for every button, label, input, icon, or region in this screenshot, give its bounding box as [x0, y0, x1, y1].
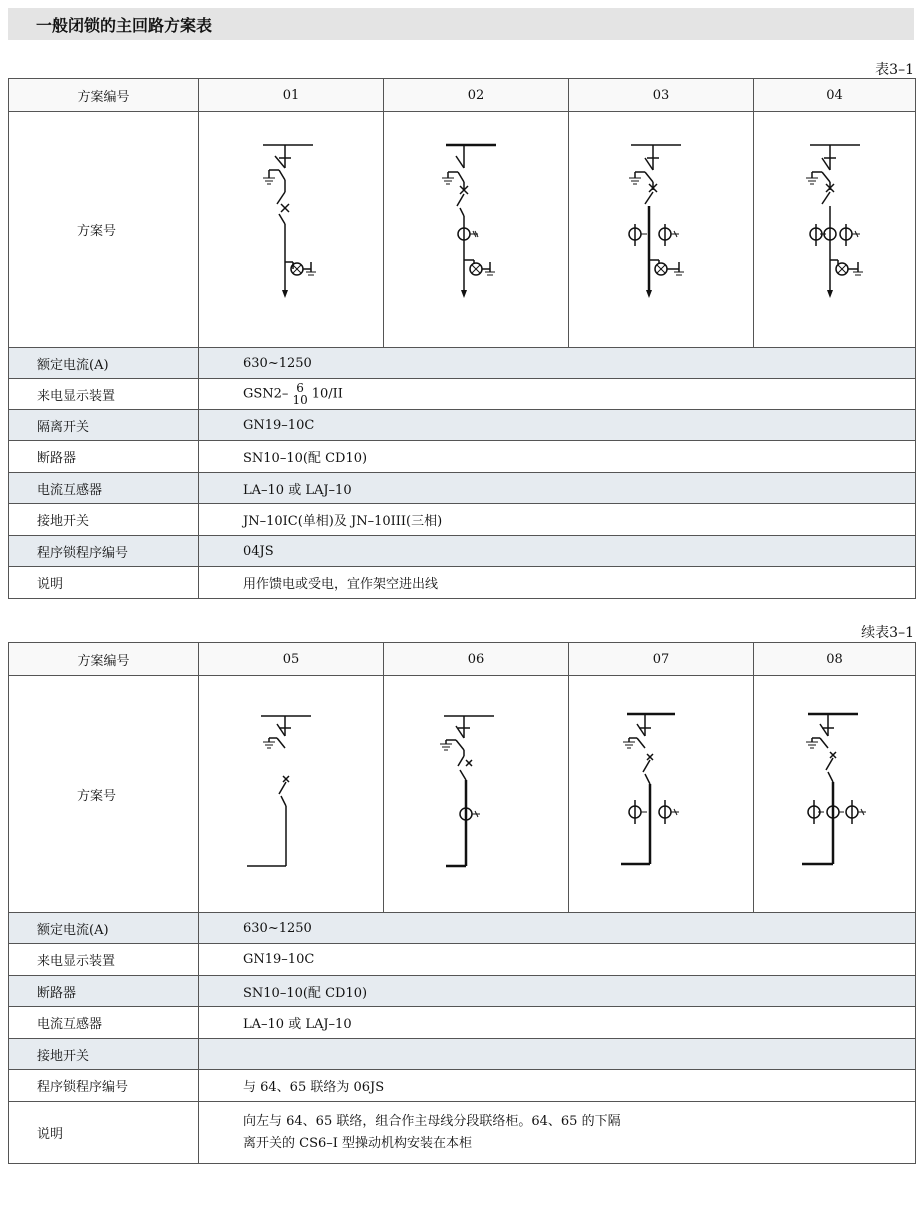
table-row: [9, 504, 916, 536]
scheme-number: 04: [754, 79, 916, 112]
row-label: 来电显示装置: [9, 379, 199, 410]
circuit-diagram-04: [754, 112, 916, 348]
row-value: 用作馈电或受电，宜作架空进出线: [199, 567, 916, 599]
scheme-number: 05: [199, 643, 384, 676]
row-label: 程序锁程序编号: [9, 1070, 199, 1102]
row-label: 来电显示装置: [9, 944, 199, 976]
page-title: 一般闭锁的主回路方案表: [36, 16, 213, 35]
row-label: 说明: [9, 567, 199, 599]
scheme-table-1: [8, 78, 916, 599]
row-value: LA–10 或 LAJ–10: [199, 1007, 916, 1039]
circuit-diagram-03: [569, 112, 754, 348]
circuit-diagram-05: [199, 676, 384, 913]
circuit-diagram-08: [754, 676, 916, 913]
circuit-diagram-07: [569, 676, 754, 913]
diagram-label: 方案号: [9, 112, 199, 348]
row-label: 接地开关: [9, 504, 199, 536]
row-label: 说明: [9, 1102, 199, 1164]
row-label: 额定电流(A): [9, 348, 199, 379]
value-prefix: GSN2–: [243, 386, 289, 402]
row-value: SN10–10(配 CD10): [199, 976, 916, 1007]
row-label: 断路器: [9, 441, 199, 473]
circuit-diagram-06: [384, 676, 569, 913]
fraction: [292, 382, 307, 406]
fraction-bottom: 10: [292, 393, 308, 407]
scheme-number: 01: [199, 79, 384, 112]
scheme-number: 07: [569, 643, 754, 676]
row-value: [199, 379, 916, 410]
table-row: [9, 1070, 916, 1102]
row-value: 630~1250: [199, 348, 916, 379]
row-value: 630~1250: [199, 913, 916, 944]
note-line-1: 向左与 64、65 联络，组合作主母线分段联络柜。64、65 的下隔: [243, 1113, 621, 1129]
diagram-label: 方案号: [9, 676, 199, 913]
table-row: [9, 913, 916, 944]
table-row: [9, 441, 916, 473]
scheme-number: 08: [754, 643, 916, 676]
row-value: [199, 1039, 916, 1070]
row-label: 电流互感器: [9, 1007, 199, 1039]
row-label: 程序锁程序编号: [9, 536, 199, 567]
table-row: [9, 473, 916, 504]
row-label: 额定电流(A): [9, 913, 199, 944]
table-row: [9, 1039, 916, 1070]
row-label: 电流互感器: [9, 473, 199, 504]
row-value: [199, 1102, 916, 1164]
header-label: 方案编号: [9, 643, 199, 676]
table-row: [9, 944, 916, 976]
row-value: GN19–10C: [199, 944, 916, 976]
fraction-top: 6: [296, 381, 304, 395]
scheme-table-2: [8, 642, 916, 1164]
scheme-number: 06: [384, 643, 569, 676]
row-label: 隔离开关: [9, 410, 199, 441]
row-value: GN19–10C: [199, 410, 916, 441]
row-value: 04JS: [199, 536, 916, 567]
scheme-number: 03: [569, 79, 754, 112]
table-number: 续表3–1: [861, 625, 914, 641]
header-row: [9, 643, 916, 676]
table-row: [9, 1007, 916, 1039]
table-row: [9, 1102, 916, 1164]
value-suffix: 10/II: [311, 386, 343, 402]
header-row: [9, 79, 916, 112]
table-row: [9, 410, 916, 441]
row-label: 断路器: [9, 976, 199, 1007]
table-row: [9, 348, 916, 379]
note-line-2: 离开关的 CS6–I 型操动机构安装在本柜: [243, 1135, 473, 1151]
circuit-diagram-02: [384, 112, 569, 348]
diagram-row: [9, 112, 916, 348]
page-title-bar: [8, 8, 914, 40]
table-row: [9, 379, 916, 410]
table-row: [9, 536, 916, 567]
row-value: SN10–10(配 CD10): [199, 441, 916, 473]
circuit-diagram-01: [199, 112, 384, 348]
row-value: JN–10IC(单相)及 JN–10III(三相): [199, 504, 916, 536]
diagram-row: [9, 676, 916, 913]
scheme-number: 02: [384, 79, 569, 112]
table-row: [9, 976, 916, 1007]
row-label: 接地开关: [9, 1039, 199, 1070]
row-value: LA–10 或 LAJ–10: [199, 473, 916, 504]
row-value: 与 64、65 联络为 06JS: [199, 1070, 916, 1102]
header-label: 方案编号: [9, 79, 199, 112]
table-number: 表3–1: [875, 62, 914, 78]
table-row: [9, 567, 916, 599]
